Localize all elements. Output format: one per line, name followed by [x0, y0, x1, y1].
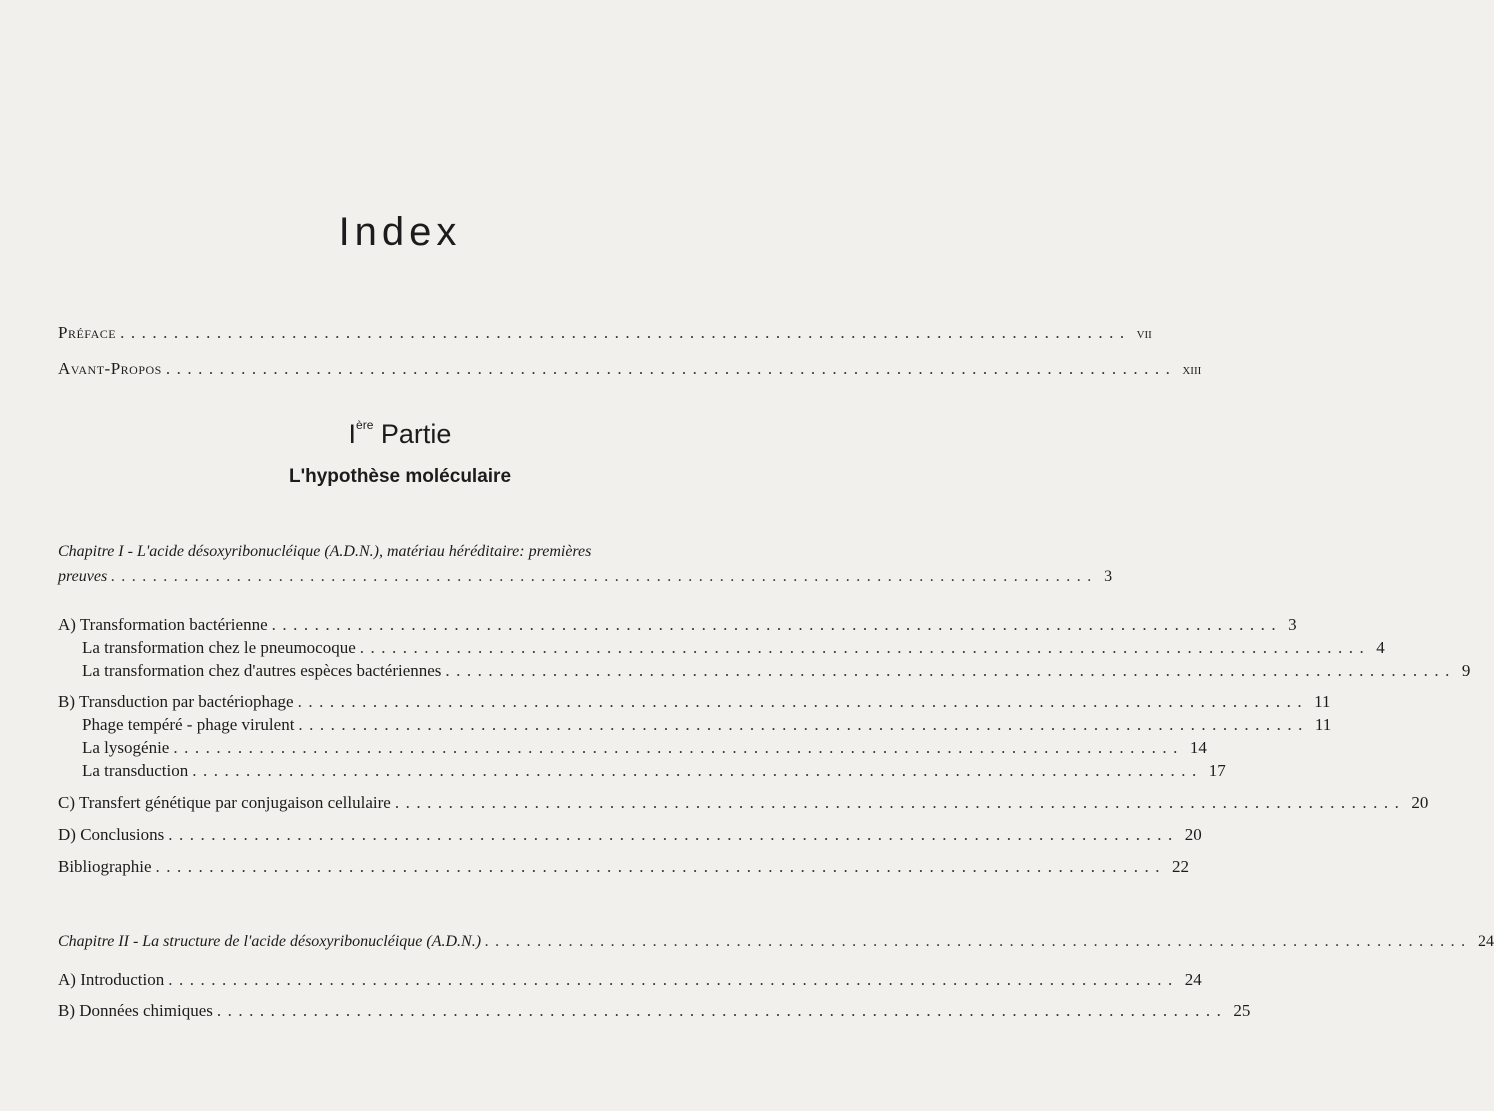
- dot-leader: ..............................................................................................: [173, 738, 1184, 757]
- toc-entry: [58, 856, 1189, 878]
- toc-entry-label: La transduction: [82, 761, 189, 780]
- toc-entry-page: 20: [1411, 793, 1429, 812]
- toc-entry: [58, 614, 1297, 636]
- dot-leader: ..............................................................................................: [394, 793, 1406, 812]
- toc-entry-page: 3: [1288, 615, 1297, 634]
- part-word: Partie: [380, 419, 452, 449]
- toc-entry-avant-propos: [58, 358, 1202, 380]
- toc-entry: [82, 660, 1471, 682]
- toc-entry: [82, 760, 1226, 782]
- toc-entry-label: D) Conclusions: [58, 825, 165, 844]
- toc-entry: [82, 637, 1385, 659]
- toc-entry-preface: [58, 322, 1152, 344]
- dot-leader: ..............................................................................................: [165, 359, 1177, 378]
- dot-leader: ..............................................................................................: [168, 970, 1179, 989]
- toc-entry: [82, 737, 1207, 759]
- toc-entry-page: 3: [1104, 568, 1113, 585]
- dot-leader: ..............................................................................................: [298, 715, 1309, 734]
- toc-entry-page: 9: [1461, 661, 1471, 680]
- toc-entry-label: Phage tempéré - phage virulent: [82, 715, 295, 734]
- chapter-1-title-cont: [58, 566, 1113, 588]
- toc-entry-page: 11: [1314, 715, 1332, 734]
- dot-leader: ..............................................................................................: [192, 761, 1203, 780]
- toc-entry-page: 17: [1208, 761, 1226, 780]
- toc-entry: [58, 691, 1331, 713]
- toc-entry-page: 24: [1184, 970, 1202, 989]
- dot-leader: ..............................................................................................: [485, 933, 1473, 950]
- chapter-1-title: Chapitre I - L'acide désoxyribonucléique (A.D.N.), matériau héréditaire: premières: [58, 543, 592, 560]
- toc-entry-label: B) Données chimiques: [58, 1001, 213, 1020]
- toc-entry-page: 20: [1184, 825, 1202, 844]
- part-number: I: [348, 419, 357, 449]
- dot-leader: ..............................................................................................: [297, 692, 1309, 711]
- toc-entry-label: La transformation chez le pneumocoque: [82, 638, 356, 657]
- dot-leader: ..............................................................................................: [111, 568, 1099, 585]
- toc-entry-page: 24: [1478, 933, 1494, 950]
- toc-entry-label: B) Transduction par bactériophage: [58, 692, 294, 711]
- dot-leader: ..............................................................................................: [359, 638, 1371, 657]
- toc-entry-label: La transformation chez d'autres espèces bactériennes: [82, 661, 442, 680]
- dot-leader: ..............................................................................................: [120, 323, 1131, 342]
- toc-entry-label: Bibliographie: [58, 857, 152, 876]
- toc-entry: [82, 714, 1332, 736]
- toc-entry-label: A) Introduction: [58, 970, 165, 989]
- part-ordinal: ère: [356, 418, 374, 432]
- toc-entry-label: preuves: [58, 568, 108, 585]
- chapter-2-title: [58, 931, 1494, 953]
- dot-leader: ..............................................................................................: [155, 857, 1166, 876]
- toc-entry-label: La lysogénie: [82, 738, 170, 757]
- toc-entry: [58, 824, 1202, 846]
- toc-entry: [58, 969, 1202, 991]
- toc-entry-label: A) Transformation bactérienne: [58, 615, 268, 634]
- page-title: Index: [338, 210, 462, 254]
- dot-leader: ..............................................................................................: [271, 615, 1283, 634]
- part-heading: [0, 418, 800, 450]
- toc-entry-label: Avant-Propos: [58, 359, 162, 378]
- toc-entry-page: vii: [1136, 325, 1152, 342]
- toc-entry-page: 22: [1171, 857, 1189, 876]
- toc-entry-page: 14: [1189, 738, 1207, 757]
- toc-entry-page: 25: [1233, 1001, 1251, 1020]
- toc-entry: [58, 792, 1429, 814]
- toc-entry-page: 11: [1314, 692, 1331, 711]
- dot-leader: ..............................................................................................: [445, 661, 1456, 680]
- toc-entry-label: C) Transfert génétique par conjugaison cellulaire: [58, 793, 391, 812]
- toc-entry: [58, 1000, 1251, 1022]
- dot-leader: ..............................................................................................: [216, 1001, 1228, 1020]
- toc-entry-page: xiii: [1182, 361, 1202, 378]
- part-subtitle: L'hypothèse moléculaire: [288, 466, 512, 487]
- dot-leader: ..............................................................................................: [168, 825, 1179, 844]
- toc-entry-label: Chapitre II - La structure de l'acide désoxyribonucléique (A.D.N.): [58, 933, 482, 950]
- toc-entry-label: Préface: [58, 323, 117, 342]
- toc-entry-page: 4: [1376, 638, 1385, 657]
